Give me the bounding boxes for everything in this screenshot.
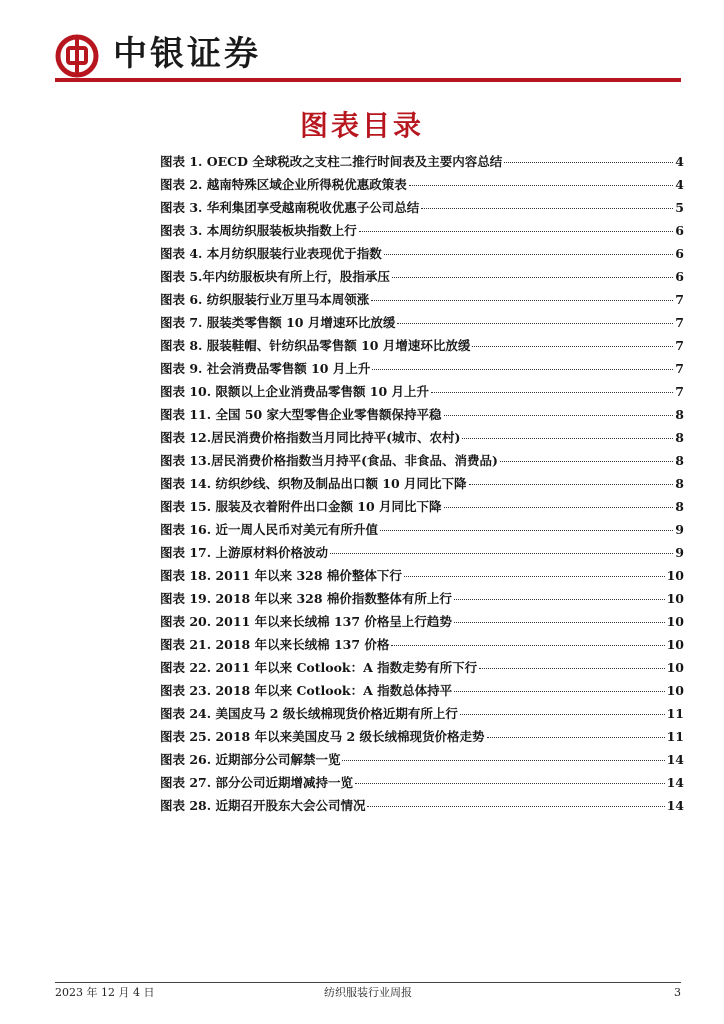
toc-entry-page: 6 <box>675 269 684 284</box>
toc-entry-page: 7 <box>675 315 684 330</box>
toc-dot-leader <box>444 415 674 416</box>
toc-entry[interactable] <box>160 150 684 173</box>
toc-entry[interactable] <box>160 587 684 610</box>
toc-entry-label: 图表 5.年内纺服板块有所上行，股指承压 <box>160 269 390 284</box>
toc-dot-leader <box>454 691 664 692</box>
toc-dot-leader <box>444 507 674 508</box>
toc-entry[interactable] <box>160 679 684 702</box>
toc-entry-label: 图表 15. 服装及衣着附件出口金额 10 月同比下降 <box>160 499 442 514</box>
toc-entry[interactable] <box>160 334 684 357</box>
toc-dot-leader <box>469 484 674 485</box>
toc-dot-leader <box>404 576 665 577</box>
toc-entry-label: 图表 14. 纺织纱线、织物及制品出口额 10 月同比下降 <box>160 476 467 491</box>
toc-entry[interactable] <box>160 426 684 449</box>
toc-entry[interactable] <box>160 495 684 518</box>
toc-dot-leader <box>330 553 673 554</box>
toc-entry-page: 7 <box>675 384 684 399</box>
toc-dot-leader <box>367 806 664 807</box>
toc-entry-page: 6 <box>675 246 684 261</box>
toc-dot-leader <box>359 231 674 232</box>
toc-entry-label: 图表 6. 纺织服装行业万里马本周领涨 <box>160 292 370 307</box>
toc-entry[interactable] <box>160 564 684 587</box>
toc-entry-page: 8 <box>675 453 684 468</box>
toc-entry[interactable] <box>160 311 684 334</box>
toc-entry-page: 5 <box>675 200 684 215</box>
toc-entry-label: 图表 3. 本周纺织服装板块指数上行 <box>160 223 357 238</box>
toc-entry-label: 图表 27. 部分公司近期增减持一览 <box>160 775 353 790</box>
toc-entry[interactable] <box>160 449 684 472</box>
toc-entry-page: 9 <box>675 522 684 537</box>
toc-entry[interactable] <box>160 380 684 403</box>
toc-dot-leader <box>460 714 665 715</box>
toc-dot-leader <box>454 622 665 623</box>
bank-of-china-logo-icon <box>55 34 99 78</box>
brand-name: 中银证券 <box>113 34 261 74</box>
toc-entry-page: 10 <box>666 637 684 652</box>
toc-entry-page: 14 <box>666 775 684 790</box>
toc-dot-leader <box>392 277 673 278</box>
toc-entry-page: 8 <box>675 476 684 491</box>
toc-dot-leader <box>371 300 673 301</box>
toc-entry-label: 图表 12.居民消费价格指数当月同比持平(城市、农村) <box>160 430 461 445</box>
toc-entry-label: 图表 4. 本月纺织服装行业表现优于指数 <box>160 246 382 261</box>
toc-entry[interactable] <box>160 633 684 656</box>
toc-entry-label: 图表 28. 近期召开股东大会公司情况 <box>160 798 366 813</box>
toc-entry[interactable] <box>160 219 684 242</box>
footer-date: 2023 年 12 月 4 日 <box>55 986 155 999</box>
toc-entry-label: 图表 24. 美国皮马 2 级长绒棉现货价格近期有所上行 <box>160 706 458 721</box>
toc-dot-leader <box>342 760 664 761</box>
toc-entry-label: 图表 17. 上游原材料价格波动 <box>160 545 328 560</box>
toc-entry-page: 8 <box>675 407 684 422</box>
toc-entry-label: 图表 23. 2018 年以来 Cotlook：A 指数总体持平 <box>160 683 453 698</box>
toc-dot-leader <box>397 323 673 324</box>
toc-dot-leader <box>487 737 665 738</box>
toc-entry-page: 10 <box>666 591 684 606</box>
toc-entry[interactable] <box>160 610 684 633</box>
page-title: 图表目录 <box>299 109 424 142</box>
toc-entry-page: 9 <box>675 545 684 560</box>
toc-entry-label: 图表 7. 服装类零售额 10 月增速环比放缓 <box>160 315 396 330</box>
toc-entry[interactable] <box>160 748 684 771</box>
toc-entry-page: 6 <box>675 223 684 238</box>
toc-entry-page: 10 <box>666 614 684 629</box>
footer-divider <box>55 982 681 983</box>
toc-entry-page: 7 <box>675 361 684 376</box>
toc-entry-page: 4 <box>675 177 684 192</box>
toc-entry-page: 14 <box>666 752 684 767</box>
toc-entry-label: 图表 18. 2011 年以来 328 棉价整体下行 <box>160 568 402 583</box>
toc-entry[interactable] <box>160 771 684 794</box>
toc-entry[interactable] <box>160 702 684 725</box>
toc-entry-page: 10 <box>666 660 684 675</box>
toc-entry-page: 11 <box>666 706 684 721</box>
toc-entry-label: 图表 1. OECD 全球税改之支柱二推行时间表及主要内容总结 <box>160 154 503 169</box>
toc-entry-label: 图表 3. 华利集团享受越南税收优惠子公司总结 <box>160 200 420 215</box>
toc-entry[interactable] <box>160 196 684 219</box>
toc-dot-leader <box>500 461 673 462</box>
toc-entry-page: 8 <box>675 430 684 445</box>
toc-entry-label: 图表 10. 限额以上企业消费品零售额 10 月上升 <box>160 384 430 399</box>
toc-dot-leader <box>454 599 665 600</box>
toc-entry-label: 图表 19. 2018 年以来 328 棉价指数整体有所上行 <box>160 591 452 606</box>
toc-entry-label: 图表 11. 全国 50 家大型零售企业零售额保持平稳 <box>160 407 442 422</box>
page-header <box>55 28 681 84</box>
toc-entry[interactable] <box>160 656 684 679</box>
table-of-figures <box>160 150 684 817</box>
toc-entry[interactable] <box>160 242 684 265</box>
toc-entry-label: 图表 13.居民消费价格指数当月持平(食品、非食品、消费品) <box>160 453 498 468</box>
toc-entry-page: 7 <box>675 338 684 353</box>
header-divider <box>55 78 681 82</box>
toc-dot-leader <box>472 346 673 347</box>
toc-entry[interactable] <box>160 725 684 748</box>
toc-dot-leader <box>409 185 674 186</box>
toc-entry-label: 图表 16. 近一周人民币对美元有所升值 <box>160 522 378 537</box>
toc-entry-page: 10 <box>666 568 684 583</box>
toc-entry-label: 图表 25. 2018 年以来美国皮马 2 级长绒棉现货价格走势 <box>160 729 485 744</box>
toc-entry-page: 4 <box>675 154 684 169</box>
toc-entry-page: 7 <box>675 292 684 307</box>
toc-entry-label: 图表 8. 服装鞋帽、针纺织品零售额 10 月增速环比放缓 <box>160 338 471 353</box>
toc-entry-label: 图表 26. 近期部分公司解禁一览 <box>160 752 341 767</box>
toc-entry[interactable] <box>160 173 684 196</box>
toc-dot-leader <box>504 162 673 163</box>
toc-entry[interactable] <box>160 794 684 817</box>
toc-entry-page: 8 <box>675 499 684 514</box>
toc-dot-leader <box>421 208 673 209</box>
toc-entry-label: 图表 2. 越南特殊区域企业所得税优惠政策表 <box>160 177 407 192</box>
toc-entry[interactable] <box>160 472 684 495</box>
toc-dot-leader <box>372 369 673 370</box>
toc-dot-leader <box>384 254 674 255</box>
toc-entry[interactable] <box>160 541 684 564</box>
toc-entry-label: 图表 9. 社会消费品零售额 10 月上升 <box>160 361 371 376</box>
toc-entry[interactable] <box>160 518 684 541</box>
footer-report-type: 纺织服装行业周报 <box>324 986 412 999</box>
toc-entry-page: 14 <box>666 798 684 813</box>
toc-dot-leader <box>355 783 665 784</box>
toc-entry[interactable] <box>160 357 684 380</box>
toc-dot-leader <box>380 530 673 531</box>
toc-entry[interactable] <box>160 288 684 311</box>
toc-dot-leader <box>391 645 664 646</box>
toc-entry[interactable] <box>160 403 684 426</box>
footer-page-number: 3 <box>674 986 681 999</box>
toc-entry-page: 11 <box>666 729 684 744</box>
toc-dot-leader <box>431 392 673 393</box>
toc-dot-leader <box>462 438 673 439</box>
toc-entry-label: 图表 21. 2018 年以来长绒棉 137 价格 <box>160 637 390 652</box>
toc-entry[interactable] <box>160 265 684 288</box>
page-footer <box>55 985 681 1001</box>
toc-entry-label: 图表 20. 2011 年以来长绒棉 137 价格呈上行趋势 <box>160 614 452 629</box>
toc-entry-label: 图表 22. 2011 年以来 Cotlook：A 指数走势有所下行 <box>160 660 478 675</box>
toc-dot-leader <box>479 668 664 669</box>
toc-entry-page: 10 <box>666 683 684 698</box>
